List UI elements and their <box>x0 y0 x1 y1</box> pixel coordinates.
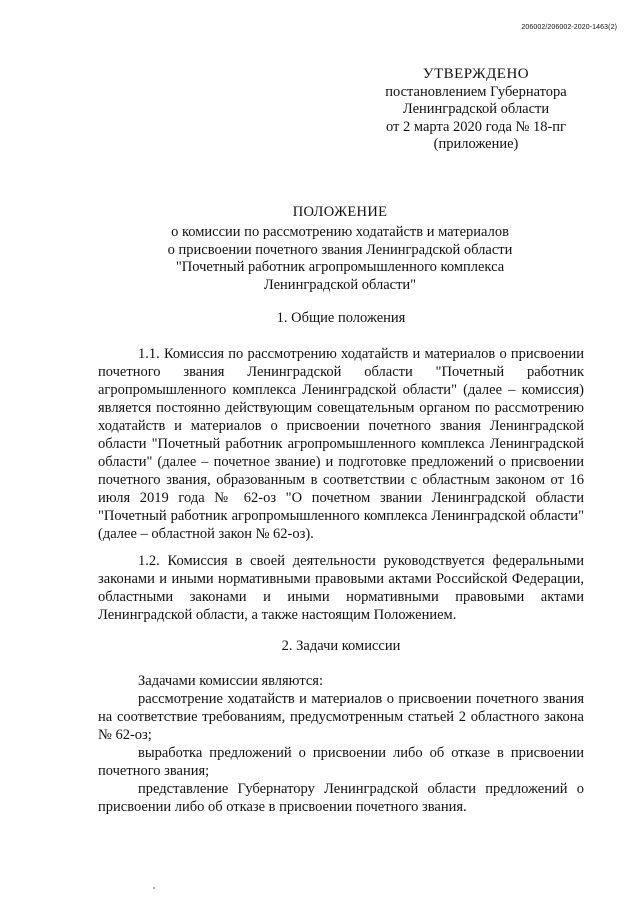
section-2-intro-text: Задачами комиссии являются: <box>138 673 323 689</box>
section-1-paragraph-2 <box>98 552 584 624</box>
approval-line-4: (приложение) <box>433 136 519 153</box>
document-subtitle-line-2: о присвоении почетного звания Ленинградской области <box>167 241 513 258</box>
approval-line-2: Ленинградской области <box>402 101 550 118</box>
section-2-item-3-text: представление Губернатору Ленинградской области предложений о присвоении либо об отказе в присвоении почетного звания. <box>98 781 584 815</box>
document-registration-number: 206002/206002-2020-1463(2) <box>521 24 617 31</box>
document-subtitle-line-4: Ленинградской области" <box>263 277 417 294</box>
section-2-item-1 <box>98 690 584 744</box>
section-2-item-3 <box>98 780 584 816</box>
document-title: ПОЛОЖЕНИЕ <box>292 204 388 220</box>
section-2-item-1-text: рассмотрение ходатайств и материалов о присвоении почетного звания на соответствие требованиям, предусмотренным статьей 2 областного закона № 62-оз; <box>98 691 584 743</box>
document-subtitle-line-3: "Почетный работник агропромышленного комплекса <box>175 259 505 276</box>
approval-line-3: от 2 марта 2020 года № 18-пг <box>385 118 567 135</box>
section-2-item-2-text: выработка предложений о присвоении либо об отказе в присвоении почетного звания; <box>98 745 584 779</box>
section-1-title: 1. Общие положения <box>276 310 406 326</box>
section-1-paragraph-2-text: 1.2. Комиссия в своей деятельности руководствуется федеральными законами и иными нормативными правовыми актами Российской Федерации, областными законами и иными нормативными правовыми актами Ленинградской области, а также настоящим Положением. <box>98 553 584 623</box>
section-2-intro <box>98 672 584 690</box>
document-subtitle-line-1: о комиссии по рассмотрению ходатайств и материалов <box>171 223 509 240</box>
section-2-item-2 <box>98 744 584 780</box>
document-heading <box>100 204 580 295</box>
approval-stamp-block <box>366 66 586 154</box>
section-2-title: 2. Задачи комиссии <box>281 638 401 654</box>
scan-speck <box>153 887 155 889</box>
section-1-paragraph-1 <box>98 345 584 543</box>
approval-title: УТВЕРЖДЕНО <box>422 66 530 82</box>
approval-line-1: постановлением Губернатора <box>385 83 567 100</box>
section-1-paragraph-1-text: 1.1. Комиссия по рассмотрению ходатайств и материалов о присвоении почетного звания Ленинградской области "Почетный работник агропромышленного комплекса Ленинградской области" (далее – комиссия) является постоянно действующим совещательным органом по рассмотрению ходатайств и материалов о присвоении почетного звания Ленинградской области "Почетный работник агропромышленного комплекса Ленинградской области" (далее – почетное звание) и подготовке предложений о присвоении почетного звания, образованным в соответствии с областным законом от 16 июля 2019 года № 62-оз "О почетном звании Ленинградской области "Почетный работник агропромышленного комплекса Ленинградской области" (далее – областной закон № 62-оз). <box>98 346 584 542</box>
